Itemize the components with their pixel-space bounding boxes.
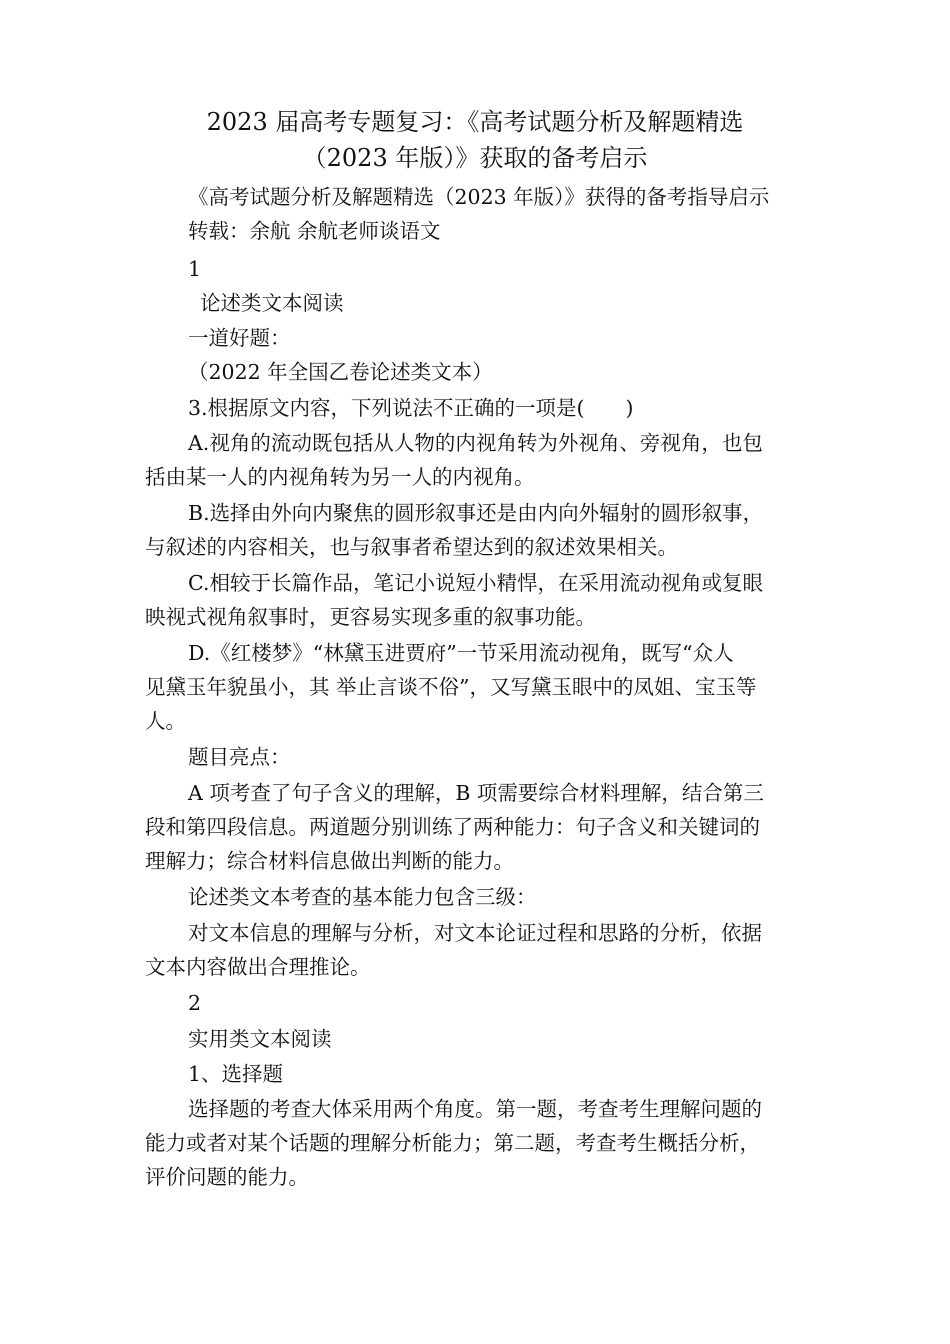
document-title-line-2: （2023 年版）》获取的备考启示 <box>302 144 648 172</box>
choice-desc-line-3: 评价问题的能力。 <box>145 1165 309 1189</box>
document-subtitle: 《高考试题分析及解题精选（2023 年版）》获得的备考指导启示 <box>188 185 770 209</box>
highlight-label: 题目亮点： <box>188 745 291 769</box>
choice-desc-line-1: 选择题的考查大体采用两个角度。第一题，考查考生理解问题的 <box>188 1097 762 1121</box>
exam-source: （2022 年全国乙卷论述类文本） <box>188 360 493 384</box>
option-c-line-2: 映视式视角叙事时，更容易实现多重的叙事功能。 <box>145 605 596 629</box>
highlight-line-1: A 项考查了句子含义的理解，B 项需要综合材料理解，结合第三 <box>188 781 764 805</box>
section-2-heading: 实用类文本阅读 <box>188 1027 332 1051</box>
option-b-line-2: 与叙述的内容相关，也与叙事者希望达到的叙述效果相关。 <box>145 535 678 559</box>
sub-heading: 1、选择题 <box>188 1062 284 1086</box>
source-line: 转载：余航 余航老师谈语文 <box>188 219 441 243</box>
basic-ability-line: 论述类文本考查的基本能力包含三级： <box>188 885 537 909</box>
option-d-line-1: D.《红楼梦》“林黛玉进贾府”一节采用流动视角，既写“众人 <box>188 641 734 665</box>
section-2-number: 2 <box>188 991 202 1015</box>
document-title-line-1: 2023 届高考专题复习：《高考试题分析及解题精选 <box>206 108 744 136</box>
ability-detail-line-1: 对文本信息的理解与分析，对文本论证过程和思路的分析，依据 <box>188 921 762 945</box>
good-question-label: 一道好题： <box>188 326 291 350</box>
section-1-heading: 论述类文本阅读 <box>200 291 344 315</box>
choice-desc-line-2: 能力或者对某个话题的理解分析能力；第二题，考查考生概括分析， <box>145 1131 760 1155</box>
section-1-number: 1 <box>188 257 202 281</box>
option-a-line-1: A.视角的流动既包括从人物的内视角转为外视角、旁视角，也包 <box>188 431 763 455</box>
option-a-line-2: 括由某一人的内视角转为另一人的内视角。 <box>145 465 535 489</box>
question-text: 3.根据原文内容，下列说法不正确的一项是( ) <box>188 396 634 420</box>
option-d-line-2: 见黛玉年貌虽小，其 举止言谈不俗”，又写黛玉眼中的凤姐、宝玉等 <box>145 675 757 699</box>
highlight-line-3: 理解力；综合材料信息做出判断的能力。 <box>145 849 514 873</box>
highlight-line-2: 段和第四段信息。两道题分别训练了两种能力：句子含义和关键词的 <box>145 815 760 839</box>
ability-detail-line-2: 文本内容做出合理推论。 <box>145 955 371 979</box>
option-c-line-1: C.相较于长篇作品，笔记小说短小精悍，在采用流动视角或复眼 <box>188 571 763 595</box>
option-b-line-1: B.选择由外向内聚焦的圆形叙事还是由内向外辐射的圆形叙事， <box>188 501 764 525</box>
option-d-line-3: 人。 <box>145 709 186 733</box>
